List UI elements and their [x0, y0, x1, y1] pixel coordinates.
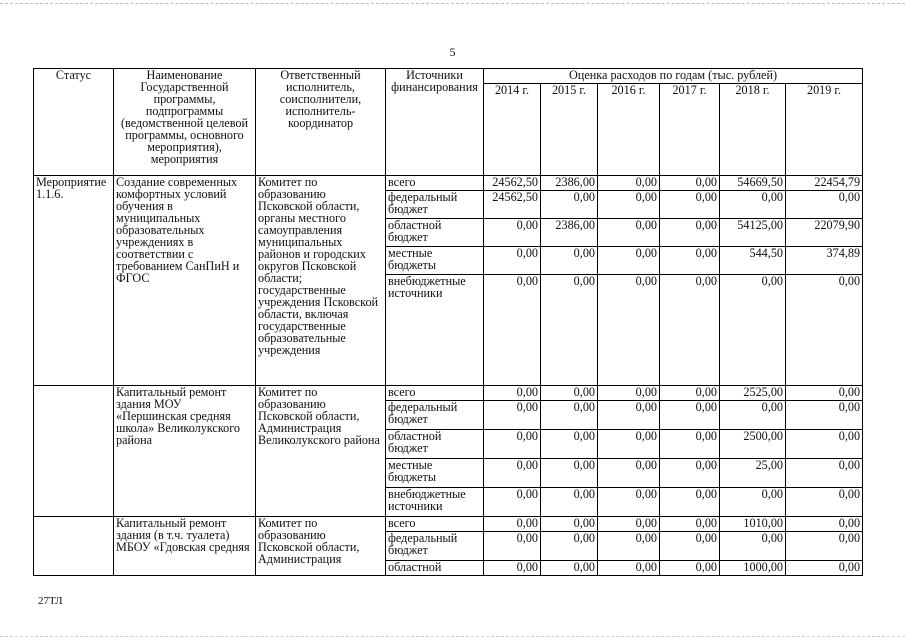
cell-value-2018: 1000,00: [720, 561, 786, 576]
cell-value-2019: 0,00: [786, 488, 863, 517]
cell-value-2015: 0,00: [541, 386, 598, 401]
cell-value-2015: 2386,00: [541, 176, 598, 191]
cell-value-2014: 0,00: [484, 459, 541, 488]
cell-value-2017: 0,00: [660, 561, 720, 576]
cell-value-2019: 0,00: [786, 386, 863, 401]
cell-value-2015: 0,00: [541, 430, 598, 459]
cell-value-2015: 0,00: [541, 275, 598, 386]
cell-value-2014: 0,00: [484, 517, 541, 532]
cell-value-2019: 22079,90: [786, 219, 863, 247]
cell-value-2016: 0,00: [598, 275, 660, 386]
cell-value-2015: 0,00: [541, 247, 598, 275]
header-name: Наименование Государственной программы, подпрограммы (ведомственной целевой программы, основного мероприятия), мероприятия: [114, 69, 256, 176]
cell-name: Капитальный ремонт здания МОУ «Першинская средняя школа» Великолукского района: [114, 386, 256, 517]
cell-value-2016: 0,00: [598, 459, 660, 488]
cell-source: областной бюджет: [386, 219, 484, 247]
header-year-2018: 2018 г.: [720, 84, 786, 176]
cell-value-2018: 54125,00: [720, 219, 786, 247]
cell-value-2018: 2500,00: [720, 430, 786, 459]
cell-value-2014: 0,00: [484, 386, 541, 401]
cell-executor: Комитет по образованию Псковской области, Администрация Великолукского района: [256, 386, 386, 517]
header-year-2015: 2015 г.: [541, 84, 598, 176]
cell-value-2016: 0,00: [598, 532, 660, 561]
header-year-2014: 2014 г.: [484, 84, 541, 176]
footer-code: 27ТЛ: [38, 595, 63, 607]
cell-value-2017: 0,00: [660, 191, 720, 219]
cell-source: внебюджетные источники: [386, 488, 484, 517]
cell-source: областной бюджет: [386, 430, 484, 459]
cell-source: местные бюджеты: [386, 459, 484, 488]
cell-value-2014: 0,00: [484, 561, 541, 576]
cell-value-2014: 24562,50: [484, 176, 541, 191]
cell-value-2018: 0,00: [720, 275, 786, 386]
cell-value-2014: 0,00: [484, 488, 541, 517]
cell-name: Капитальный ремонт здания (в т.ч. туалета) МБОУ «Гдовская средняя: [114, 517, 256, 576]
cell-value-2016: 0,00: [598, 219, 660, 247]
cell-value-2016: 0,00: [598, 247, 660, 275]
header-year-2016: 2016 г.: [598, 84, 660, 176]
cell-value-2015: 0,00: [541, 401, 598, 430]
cell-source: всего: [386, 176, 484, 191]
table-row: [34, 517, 863, 532]
header-year-2019: 2019 г.: [786, 84, 863, 176]
cell-value-2016: 0,00: [598, 191, 660, 219]
cell-value-2017: 0,00: [660, 430, 720, 459]
table-row: [34, 386, 863, 401]
cell-value-2016: 0,00: [598, 430, 660, 459]
cell-value-2019: 0,00: [786, 275, 863, 386]
cell-value-2016: 0,00: [598, 561, 660, 576]
cell-value-2019: 0,00: [786, 561, 863, 576]
header-executor: Ответственный исполнитель, соисполнители, исполнитель-координатор: [256, 69, 386, 176]
cell-value-2019: 0,00: [786, 430, 863, 459]
cell-value-2018: 544,50: [720, 247, 786, 275]
cell-value-2015: 0,00: [541, 532, 598, 561]
header-sources: Источники финансирования: [386, 69, 484, 176]
cell-value-2019: 22454,79: [786, 176, 863, 191]
cell-value-2019: 0,00: [786, 191, 863, 219]
cell-value-2017: 0,00: [660, 401, 720, 430]
cell-value-2018: 0,00: [720, 488, 786, 517]
cell-value-2014: 24562,50: [484, 191, 541, 219]
expenditure-table: [33, 68, 863, 576]
cell-value-2019: 0,00: [786, 459, 863, 488]
cell-source: всего: [386, 517, 484, 532]
cell-source: федеральный бюджет: [386, 401, 484, 430]
cell-value-2016: 0,00: [598, 386, 660, 401]
cell-status: [34, 517, 114, 576]
cell-source: местные бюджеты: [386, 247, 484, 275]
cell-name: Создание современных комфортных условий обучения в муниципальных образовательных учреждениях в соответствии с требованием СанПиН и ФГОС: [114, 176, 256, 386]
scan-top-edge: [0, 3, 905, 4]
cell-source: федеральный бюджет: [386, 191, 484, 219]
cell-status: Мероприятие 1.1.6.: [34, 176, 114, 386]
cell-value-2015: 0,00: [541, 561, 598, 576]
cell-value-2017: 0,00: [660, 247, 720, 275]
cell-executor: Комитет по образованию Псковской области, Администрация: [256, 517, 386, 576]
cell-value-2014: 0,00: [484, 247, 541, 275]
cell-value-2018: 1010,00: [720, 517, 786, 532]
cell-source: внебюджетные источники: [386, 275, 484, 386]
cell-source: федеральный бюджет: [386, 532, 484, 561]
cell-value-2015: 0,00: [541, 191, 598, 219]
cell-value-2017: 0,00: [660, 517, 720, 532]
cell-value-2018: 0,00: [720, 532, 786, 561]
cell-value-2017: 0,00: [660, 219, 720, 247]
table-row: [34, 176, 863, 191]
cell-value-2015: 0,00: [541, 459, 598, 488]
header-status: Статус: [34, 69, 114, 176]
cell-value-2017: 0,00: [660, 176, 720, 191]
cell-value-2016: 0,00: [598, 401, 660, 430]
cell-value-2016: 0,00: [598, 517, 660, 532]
page-number: 5: [449, 45, 456, 59]
cell-value-2018: 0,00: [720, 191, 786, 219]
cell-value-2018: 0,00: [720, 401, 786, 430]
cell-value-2017: 0,00: [660, 275, 720, 386]
cell-value-2019: 374,89: [786, 247, 863, 275]
cell-source: всего: [386, 386, 484, 401]
cell-value-2015: 0,00: [541, 517, 598, 532]
cell-value-2014: 0,00: [484, 219, 541, 247]
cell-source: областной: [386, 561, 484, 576]
scan-bottom-edge: [0, 636, 905, 637]
cell-value-2014: 0,00: [484, 275, 541, 386]
header-year-2017: 2017 г.: [660, 84, 720, 176]
cell-value-2015: 2386,00: [541, 219, 598, 247]
header-estimate: Оценка расходов по годам (тыс. рублей): [484, 69, 863, 84]
cell-value-2018: 54669,50: [720, 176, 786, 191]
cell-value-2015: 0,00: [541, 488, 598, 517]
cell-status: [34, 386, 114, 517]
cell-value-2014: 0,00: [484, 401, 541, 430]
cell-value-2019: 0,00: [786, 532, 863, 561]
cell-value-2014: 0,00: [484, 532, 541, 561]
cell-value-2016: 0,00: [598, 176, 660, 191]
cell-value-2018: 25,00: [720, 459, 786, 488]
cell-value-2017: 0,00: [660, 386, 720, 401]
cell-value-2017: 0,00: [660, 532, 720, 561]
cell-value-2017: 0,00: [660, 488, 720, 517]
cell-value-2018: 2525,00: [720, 386, 786, 401]
cell-executor: Комитет по образованию Псковской области, органы местного самоуправления муниципальных районов и городских округов Псковской области; государственные учреждения Псковской области, включая государственные образовательные учреждения: [256, 176, 386, 386]
cell-value-2019: 0,00: [786, 517, 863, 532]
cell-value-2017: 0,00: [660, 459, 720, 488]
cell-value-2019: 0,00: [786, 401, 863, 430]
cell-value-2016: 0,00: [598, 488, 660, 517]
cell-value-2014: 0,00: [484, 430, 541, 459]
